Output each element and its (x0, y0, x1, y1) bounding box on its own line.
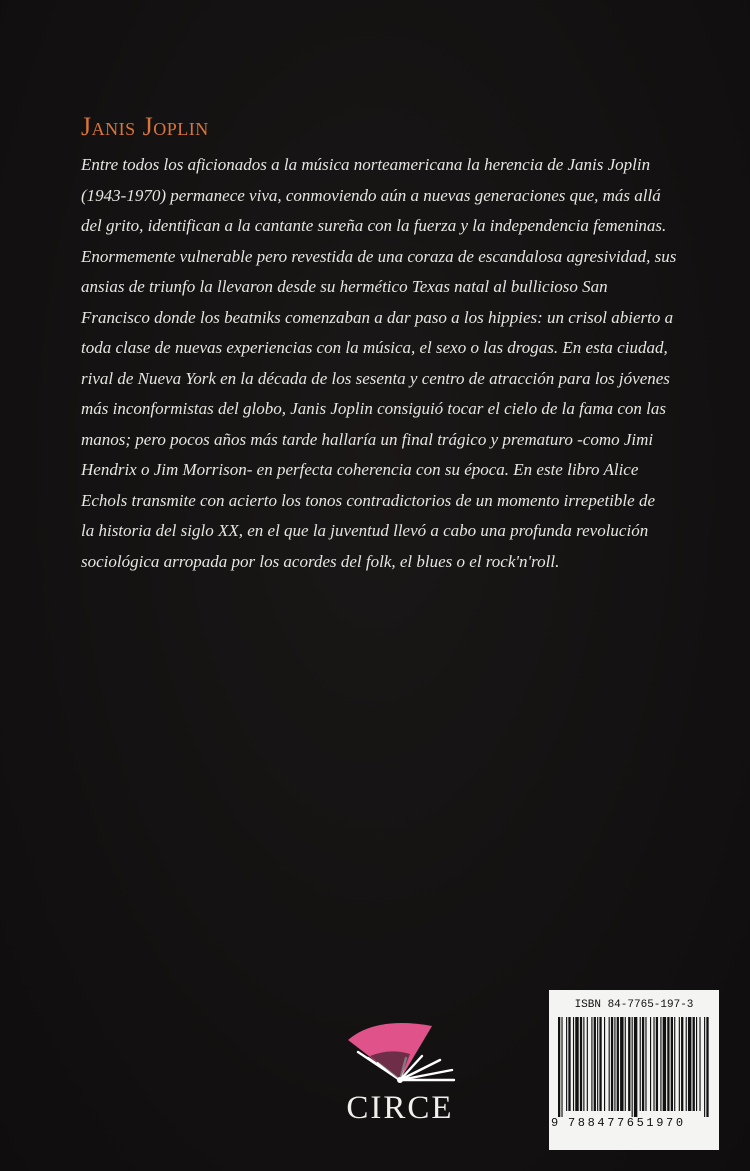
book-blurb (81, 150, 711, 577)
barcode-bar (653, 1017, 654, 1111)
ean-digits: 788477651970 (568, 1116, 686, 1130)
ean-first-digit: 9 (551, 1116, 559, 1130)
barcode-bar (663, 1017, 666, 1111)
blurb-line: Enormemente vulnerable pero revestida de una coraza de escandalosa agresividad, sus (81, 246, 677, 266)
barcode-bars (558, 1017, 710, 1117)
blurb-line: Francisco donde los beatniks comenzaban a dar paso a los hippies: un crisol abierto a (81, 307, 674, 327)
barcode-bar (679, 1017, 680, 1111)
barcode-bar (632, 1017, 633, 1117)
barcode-bar (566, 1017, 567, 1111)
barcode-bar (587, 1017, 588, 1111)
blurb-line: la historia del siglo XX, en el que la juventud llevó a cabo una profunda revolución (81, 521, 649, 540)
barcode-bar (599, 1017, 601, 1111)
barcode-bar (575, 1017, 578, 1111)
barcode-bar (573, 1017, 574, 1111)
barcode-bar (604, 1017, 605, 1111)
barcode-bar (645, 1017, 646, 1111)
barcode-bar (674, 1017, 675, 1111)
book-title: Janis Joplin (81, 112, 209, 141)
blurb-line: del grito, identifican a la cantante sureña con la fuerza y la independencia femeninas. (81, 216, 667, 235)
barcode-bar (656, 1017, 658, 1111)
barcode-bar (704, 1017, 705, 1117)
barcode-bar (611, 1017, 613, 1111)
barcode-bar (594, 1017, 596, 1111)
barcode-bar (681, 1017, 683, 1111)
barcode-bar (634, 1017, 637, 1117)
barcode-bar (561, 1017, 562, 1117)
publisher-logo (325, 1018, 475, 1130)
barcode-bar (699, 1017, 700, 1111)
barcode-bar (693, 1017, 695, 1111)
barcode-bar (642, 1017, 644, 1111)
barcode-bar (667, 1017, 669, 1111)
barcode-bar (686, 1017, 687, 1111)
blurb-line: más inconformistas del globo, Janis Joplin consiguió tocar el cielo de la fama con las (81, 399, 667, 418)
barcode-panel (549, 990, 719, 1150)
blurb-line: ansias de triunfo la llevaron desde su hermético Texas natal al bullicioso San (81, 277, 608, 296)
barcode-bar (620, 1017, 623, 1111)
blurb-line: (1943-1970) permanece viva, conmoviendo aún a nuevas generaciones que, más allá (81, 185, 661, 205)
barcode-bar (650, 1017, 651, 1111)
barcode-bar (568, 1017, 570, 1111)
barcode-bar (706, 1017, 708, 1117)
blurb-line: Echols transmite con acierto los tonos contradictorios de un momento irrepetible de (81, 490, 655, 510)
barcode-bar (628, 1017, 630, 1111)
isbn-label: ISBN 84-7765-197-3 (574, 999, 694, 1011)
barcode-bar (696, 1017, 697, 1111)
fan-icon (340, 1018, 460, 1088)
barcode-bar (609, 1017, 610, 1111)
blurb-line: Hendrix o Jim Morrison- en perfecta coherencia con su época. En este libro Alice (81, 460, 639, 479)
blurb-line: sociológica arropada por los acordes del folk, el blues o el rock'n'roll. (81, 551, 560, 571)
barcode-bar (597, 1017, 598, 1111)
barcode-bar (640, 1017, 641, 1111)
publisher-name: CIRCE (346, 1090, 454, 1126)
barcode-bar (558, 1017, 560, 1117)
blurb-line: manos; pero pocos años más tarde hallaría un final trágico y prematuro -como Jimi (81, 429, 654, 449)
blurb-line: rival de Nueva York en la década de los sesenta y centro de atracción para los jóvenes (81, 368, 670, 388)
barcode-bar (591, 1017, 592, 1111)
barcode-bar (671, 1017, 673, 1111)
barcode-bar (688, 1017, 691, 1111)
barcode-bar (660, 1017, 661, 1111)
blurb-line: toda clase de nuevas experiencias con la música, el sexo o las drogas. En esta ciudad, (81, 338, 668, 357)
barcode-bar (614, 1017, 615, 1111)
barcode-bar (580, 1017, 582, 1111)
blurb-line: Entre todos los aficionados a la música norteamericana la herencia de Janis Joplin (81, 155, 651, 174)
barcode-bar (625, 1017, 626, 1111)
barcode-bar (583, 1017, 584, 1111)
barcode-bar (617, 1017, 619, 1111)
